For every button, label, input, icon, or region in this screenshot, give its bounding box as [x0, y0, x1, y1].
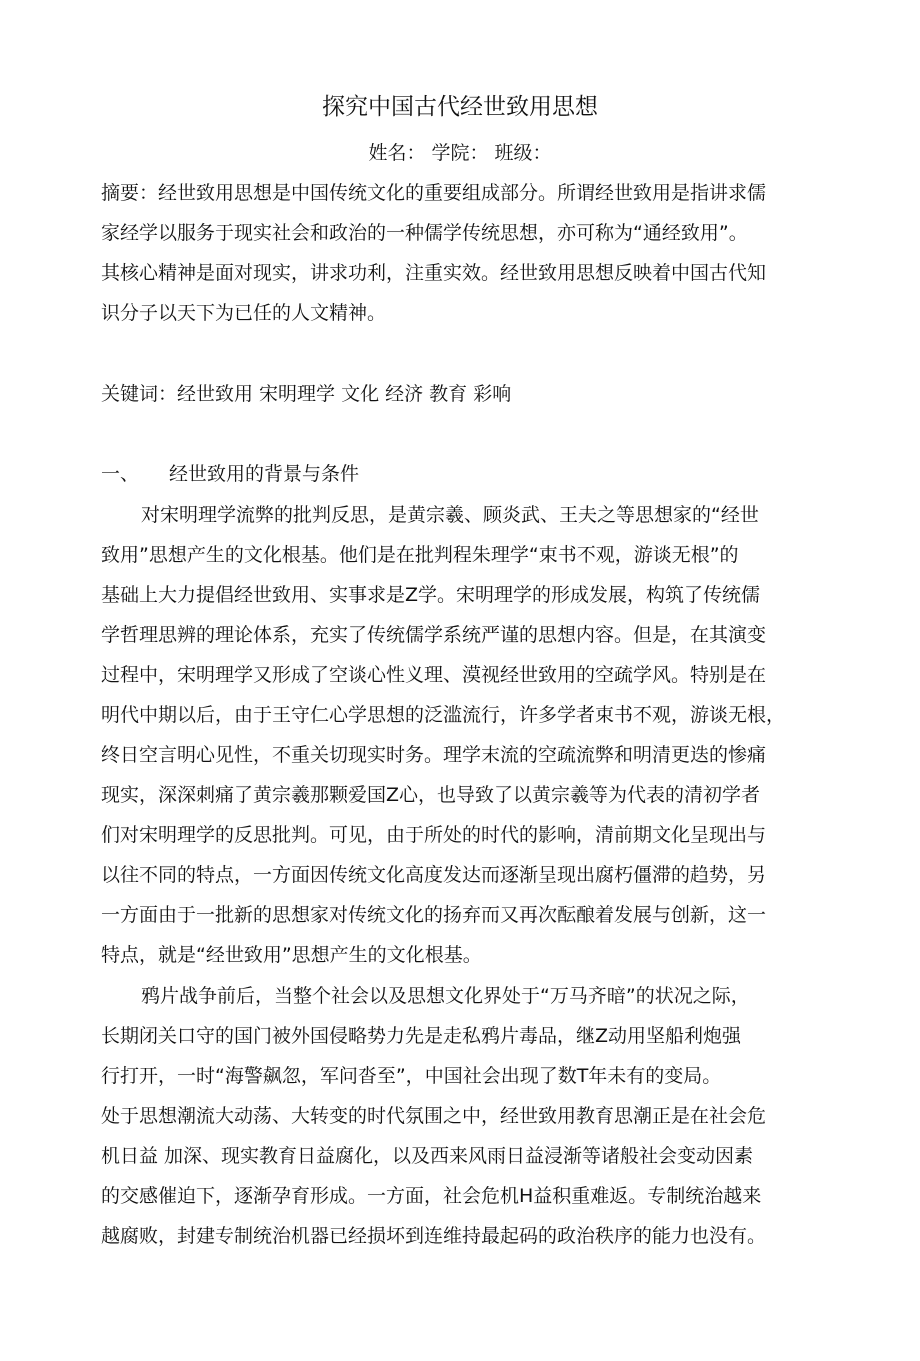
body-line: 长期闭关口守的国门被外国侵略势力先是走私鸦片毒品，继Z动用坚船利炮强 [101, 1025, 742, 1047]
body-line: 越腐败，封建专制统治机器已经损坏到连维持最起码的政治秩序的能力也没有。 [101, 1225, 767, 1247]
body-line: 致用”思想产生的文化根基。他们是在批判程朱理学“束书不观，游谈无根”的 [101, 544, 739, 566]
body-line: 学哲理思辨的理论体系，充实了传统儒学系统严谨的思想内容。但是，在其演变 [101, 624, 767, 646]
body-line: 行打开，一时“海警飙忽，军问沓至”，中国社会出现了数T年未有的变局。 [101, 1065, 722, 1087]
body-line: 机日益 加深、现实教育日益腐化，以及西来风雨日益浸渐等诸般社会变动因素 [101, 1145, 754, 1167]
section-title: 经世致用的背景与条件 [169, 463, 360, 485]
keywords-line: 关键词：经世致用 宋明理学 文化 经济 教育 彩响 [101, 383, 512, 405]
abstract-line: 其核心精神是面对现实，讲求功利，注重实效。经世致用思想反映着中国古代知 [101, 262, 767, 284]
body-line: 们对宋明理学的反思批判。可见，由于所处的时代的影响，清前期文化呈现出与 [101, 824, 767, 846]
body-line: 处于思想潮流大动荡、大转变的时代氛围之中，经世致用教育思潮正是在社会危 [101, 1105, 767, 1127]
body-line: 对宋明理学流弊的批判反思，是黄宗羲、顾炎武、王夫之等思想家的“经世 [141, 504, 759, 526]
document-title: 探究中国古代经世致用思想 [322, 94, 598, 120]
body-line: 明代中期以后，由于王守仁心学思想的泛滥流行，许多学者束书不观，游谈无根， [101, 704, 786, 726]
body-line: 以往不同的特点，一方面因传统文化高度发达而逐渐呈现出腐朽僵滞的趋势，另 [101, 864, 767, 886]
body-line: 终日空言明心见性，不重关切现实时务。理学末流的空疏流弊和明清更迭的惨痛 [101, 744, 767, 766]
abstract-line: 家经学以服务于现实社会和政治的一种儒学传统思想，亦可称为“通经致用”。 [101, 222, 748, 244]
section-heading [101, 461, 359, 487]
body-line: 基础上大力提倡经世致用、实事求是Z学。宋明理学的形成发展，构筑了传统儒 [101, 584, 761, 606]
author-info-line: 姓名： 学院： 班级： [368, 142, 552, 164]
body-line: 过程中，宋明理学又形成了空谈心性义理、漠视经世致用的空疏学风。特别是在 [101, 664, 767, 686]
abstract-line: 识分子以天下为已任的人文精神。 [101, 302, 387, 324]
section-number: 一、 [101, 463, 140, 485]
body-line: 特点，就是“经世致用”思想产生的文化根基。 [101, 944, 482, 966]
body-line: 鸦片战争前后，当整个社会以及思想文化界处于“万马齐暗”的状况之际， [141, 985, 750, 1007]
body-line: 现实，深深刺痛了黄宗羲那颗爱国Z心，也导致了以黄宗羲等为代表的清初学者 [101, 784, 761, 806]
body-line: 的交感催迫下，逐渐孕育形成。一方面，社会危机H益积重难返。专制统治越来 [101, 1185, 762, 1207]
body-line: 一方面由于一批新的思想家对传统文化的扬弃而又再次酝酿着发展与创新，这一 [101, 904, 767, 926]
abstract-line: 摘要：经世致用思想是中国传统文化的重要组成部分。所谓经世致用是指讲求儒 [101, 182, 767, 204]
